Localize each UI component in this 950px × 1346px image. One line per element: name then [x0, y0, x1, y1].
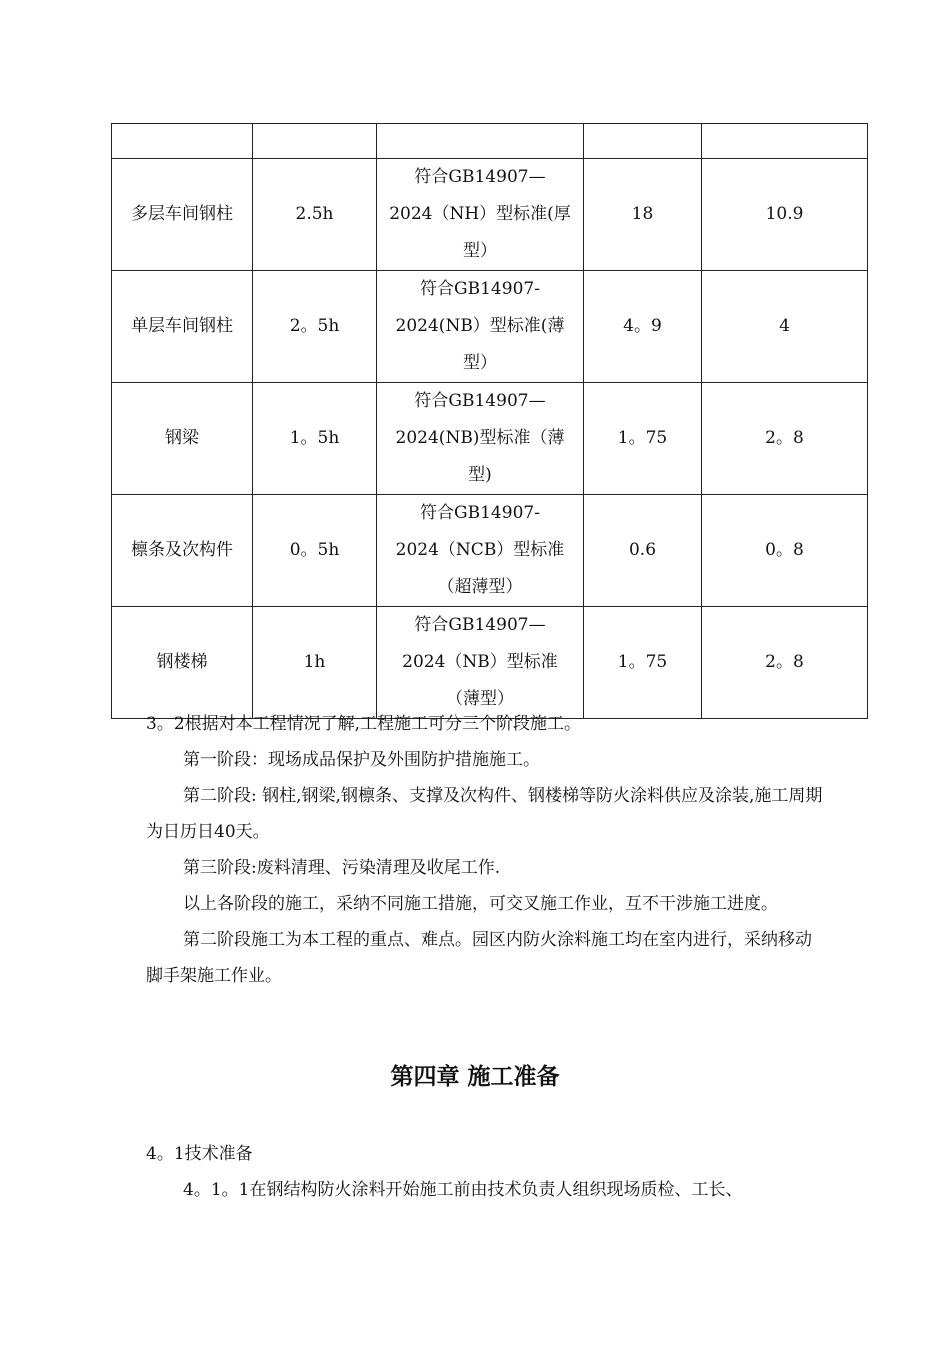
value-cell: 1。75: [584, 383, 702, 495]
standard-line: 符合GB14907—: [414, 615, 546, 635]
table-header-row: [112, 124, 868, 159]
paragraph: 第一阶段：现场成品保护及外围防护措施施工。: [183, 750, 540, 770]
value-cell: 0。8: [702, 495, 868, 607]
fire-rating-cell: 0。5h: [253, 495, 377, 607]
standard-line: 2024(NB）型标准(薄: [395, 316, 565, 336]
standard-cell: [377, 383, 584, 495]
body-text: [146, 706, 826, 994]
component-cell: 多层车间钢柱: [112, 159, 253, 271]
standard-line: 2024（NH）型标准(厚: [389, 204, 571, 224]
section-technical-preparation: [146, 1136, 826, 1208]
section-heading: 4。1技术准备: [146, 1144, 253, 1164]
value-cell: 2。8: [702, 383, 868, 495]
fire-rating-cell: 1。5h: [253, 383, 377, 495]
standard-line: 2024（NB）型标准: [402, 652, 558, 672]
paragraph: 第三阶段:废料清理、污染清理及收尾工作.: [183, 858, 501, 878]
table-row: [112, 383, 868, 495]
table-row: [112, 495, 868, 607]
chapter-title: 第四章 施工准备: [390, 1064, 560, 1090]
component-cell: 檩条及次构件: [112, 495, 253, 607]
value-cell: 1。75: [584, 607, 702, 719]
fire-rating-cell: 2.5h: [253, 159, 377, 271]
standard-line: 符合GB14907-: [420, 503, 540, 523]
table-row: [112, 271, 868, 383]
standard-line: 型): [468, 465, 492, 485]
value-cell: 2。8: [702, 607, 868, 719]
value-cell: 0.6: [584, 495, 702, 607]
value-cell: 4。9: [584, 271, 702, 383]
fire-rating-cell: 1h: [253, 607, 377, 719]
standard-cell: [377, 607, 584, 719]
standard-line: （超薄型）: [437, 577, 523, 597]
standard-line: 符合GB14907—: [414, 167, 546, 187]
standard-line: （薄型）: [446, 689, 514, 709]
header-cell: [584, 124, 702, 159]
paragraph: 第二阶段施工为本工程的重点、难点。园区内防火涂料施工均在室内进行，采纳移动脚手架施工作业。: [146, 930, 812, 986]
fireproof-coating-spec-table: [111, 123, 868, 719]
header-cell: [112, 124, 253, 159]
header-cell: [377, 124, 584, 159]
standard-line: 2024（NCB）型标准: [395, 540, 565, 560]
header-cell: [702, 124, 868, 159]
value-cell: 10.9: [702, 159, 868, 271]
value-cell: 4: [702, 271, 868, 383]
paragraph: 3。2根据对本工程情况了解,工程施工可分三个阶段施工。: [146, 714, 582, 734]
standard-cell: [377, 495, 584, 607]
standard-line: 2024(NB)型标准（薄: [395, 428, 565, 448]
standard-line: 符合GB14907-: [420, 279, 540, 299]
standard-cell: [377, 159, 584, 271]
standard-line: 型）: [463, 353, 497, 373]
value-cell: 18: [584, 159, 702, 271]
component-cell: 钢楼梯: [112, 607, 253, 719]
standard-cell: [377, 271, 584, 383]
standard-line: 型）: [463, 241, 497, 261]
paragraph: 以上各阶段的施工，采纳不同施工措施，可交叉施工作业，互不干涉施工进度。: [183, 894, 778, 914]
component-cell: 钢梁: [112, 383, 253, 495]
table-row: [112, 159, 868, 271]
component-cell: 单层车间钢柱: [112, 271, 253, 383]
paragraph: 4。1。1在钢结构防火涂料开始施工前由技术负责人组织现场质检、工长、: [183, 1180, 743, 1200]
header-cell: [253, 124, 377, 159]
paragraph: 第二阶段: 钢柱,钢梁,钢檩条、支撑及次构件、钢楼梯等防火涂料供应及涂装,施工周期为日历日40天。: [146, 786, 823, 842]
table-row: [112, 607, 868, 719]
fire-rating-cell: 2。5h: [253, 271, 377, 383]
standard-line: 符合GB14907—: [414, 391, 546, 411]
